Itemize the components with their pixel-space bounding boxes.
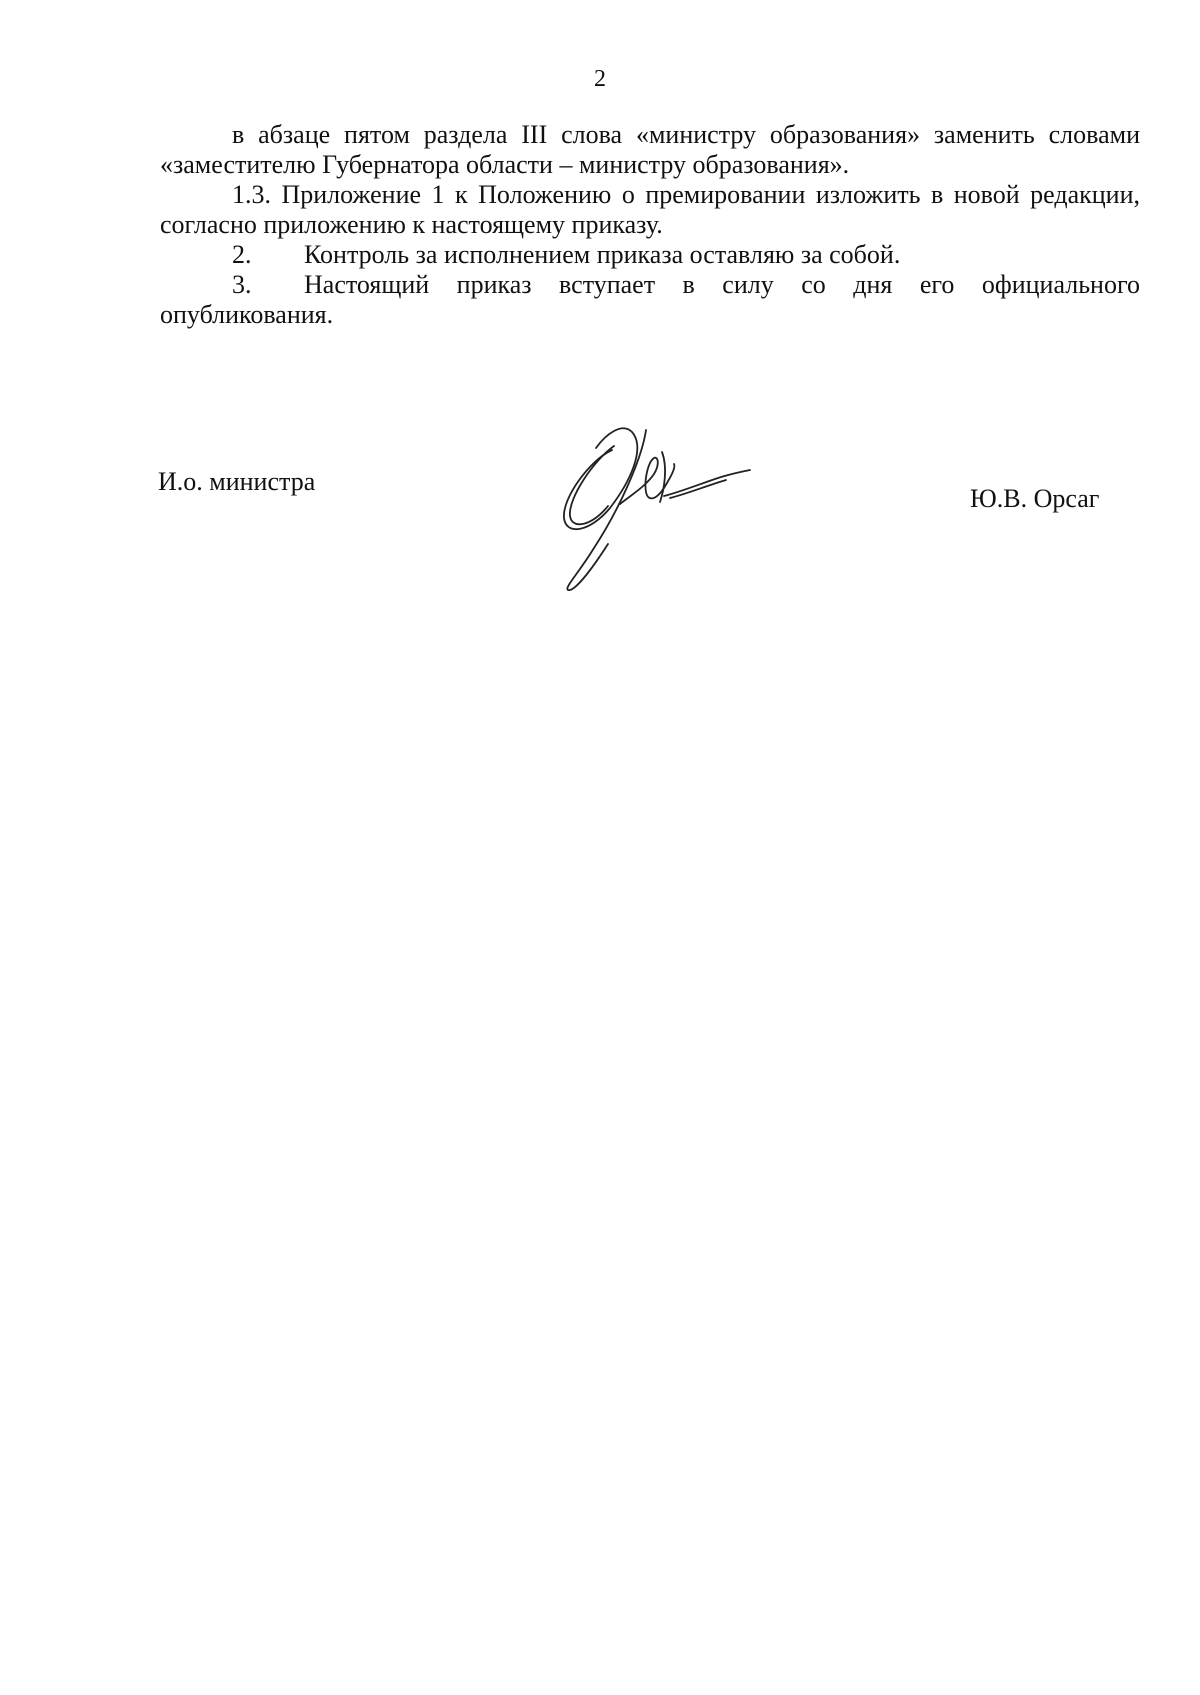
paragraph-item-2 xyxy=(160,240,1140,270)
signer-title: И.о. министра xyxy=(158,467,316,496)
paragraph-1-3: 1.3. Приложение 1 к Положению о премировании изложить в новой редакции, согласно приложению к настоящему приказу. xyxy=(160,180,1140,239)
item-number: 2. xyxy=(232,240,252,269)
document-body xyxy=(160,120,1140,330)
paragraph-item-3 xyxy=(160,270,1140,330)
handwritten-signature xyxy=(550,408,760,598)
item-text: Настоящий приказ вступает в силу со дня его официального опубликования. xyxy=(160,270,1140,329)
item-text: Контроль за исполнением приказа оставляю за собой. xyxy=(304,240,901,269)
signer-name: Ю.В. Орсаг xyxy=(970,484,1100,513)
item-number: 3. xyxy=(232,270,252,299)
paragraph-amendment: в абзаце пятом раздела III слова «министру образования» заменить словами «заместителю Губернатора области – министру образования». xyxy=(160,120,1140,179)
page-number: 2 xyxy=(594,66,606,92)
